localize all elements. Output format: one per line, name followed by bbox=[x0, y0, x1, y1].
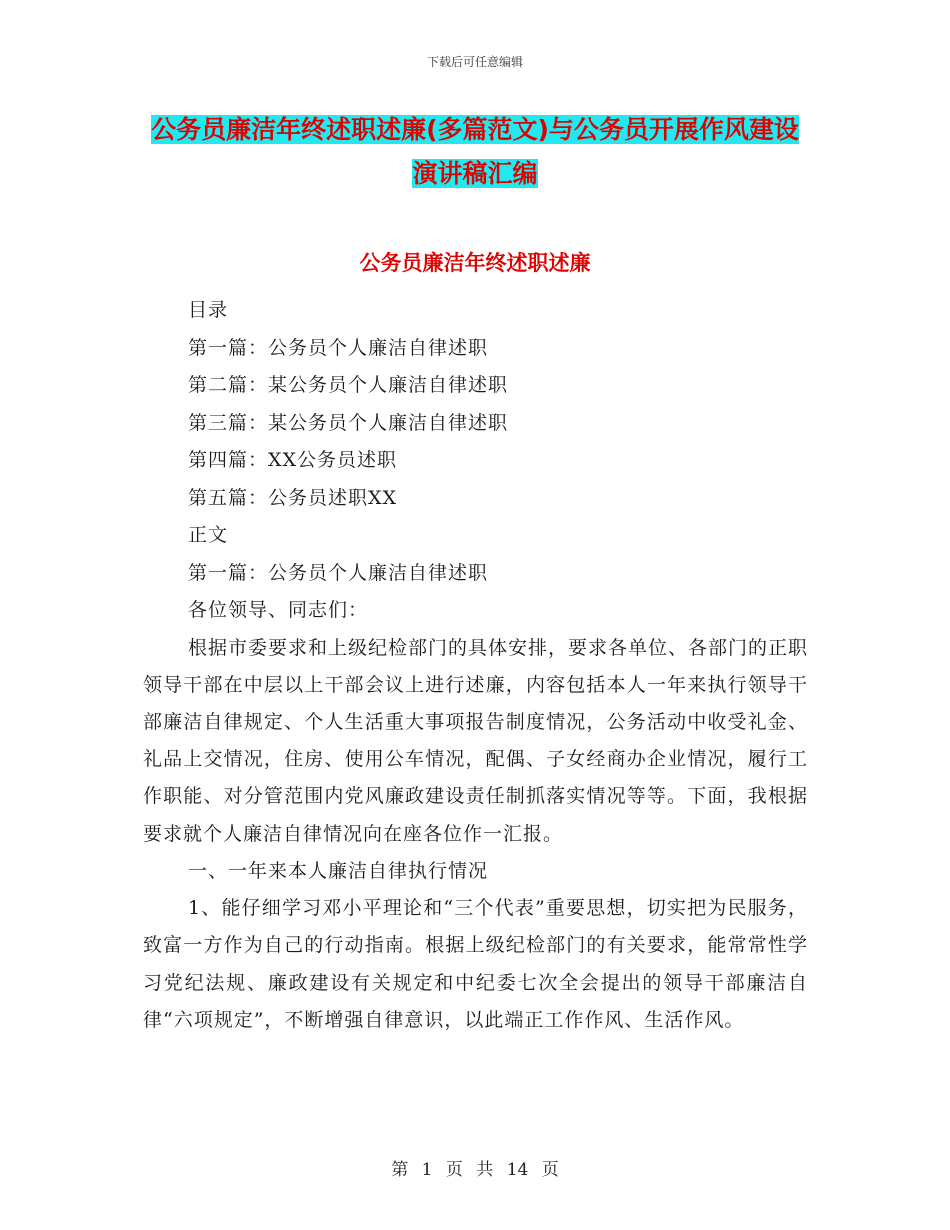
paragraph: 根据市委要求和上级纪检部门的具体安排，要求各单位、各部门的正职领导干部在中层以上干部会议上进行述廉，内容包括本人一年来执行领导干部廉洁自律规定、个人生活重大事项报告制度情况，公务活动中收受礼金、礼品上交情况，住房、使用公车情况，配偶、子女经商办企业情况，履行工作职能、对分管范围内党风廉政建设责任制抓落实情况等等。下面，我根据要求就个人廉洁自律情况向在座各位作一汇报。 bbox=[143, 636, 809, 845]
toc-item: 第五篇：公务员述职XX bbox=[188, 486, 398, 509]
toc-item: 第二篇：某公务员个人廉洁自律述职 bbox=[188, 374, 509, 396]
salutation: 各位领导、同志们： bbox=[188, 599, 369, 621]
document-title bbox=[140, 108, 810, 196]
toc-item: 第一篇：公务员个人廉洁自律述职 bbox=[188, 336, 489, 359]
toc-item: 第三篇：某公务员个人廉洁自律述职 bbox=[188, 411, 509, 434]
header-note: 下载后可任意编辑 bbox=[426, 55, 523, 69]
subheading: 一、一年来本人廉洁自律执行情况 bbox=[188, 859, 489, 882]
section-heading: 第一篇：公务员个人廉洁自律述职 bbox=[188, 561, 489, 584]
paragraph: 1、能仔细学习邓小平理论和“三个代表”重要思想，切实把为民服务，致富一方作为自己的行动指南。根据上级纪检部门的有关要求，能常常性学习党纪法规、廉政建设有关规定和中纪委七次全会提出的领导干部廉洁自律“六项规定”，不断增强自律意识，以此端正工作作风、生活作风。 bbox=[143, 897, 808, 1031]
body-label: 正文 bbox=[188, 524, 229, 546]
toc-label: 目录 bbox=[188, 299, 229, 321]
toc-item: 第四篇：XX公务员述职 bbox=[188, 449, 398, 471]
document-title-text: 公务员廉洁年终述职述廉(多篇范文)与公务员开展作风建设演讲稿汇编 bbox=[151, 115, 799, 188]
document-body bbox=[143, 292, 808, 1039]
section-title: 公务员廉洁年终述职述廉 bbox=[359, 251, 591, 275]
page-number: 第 1 页 共 14 页 bbox=[391, 1160, 559, 1180]
